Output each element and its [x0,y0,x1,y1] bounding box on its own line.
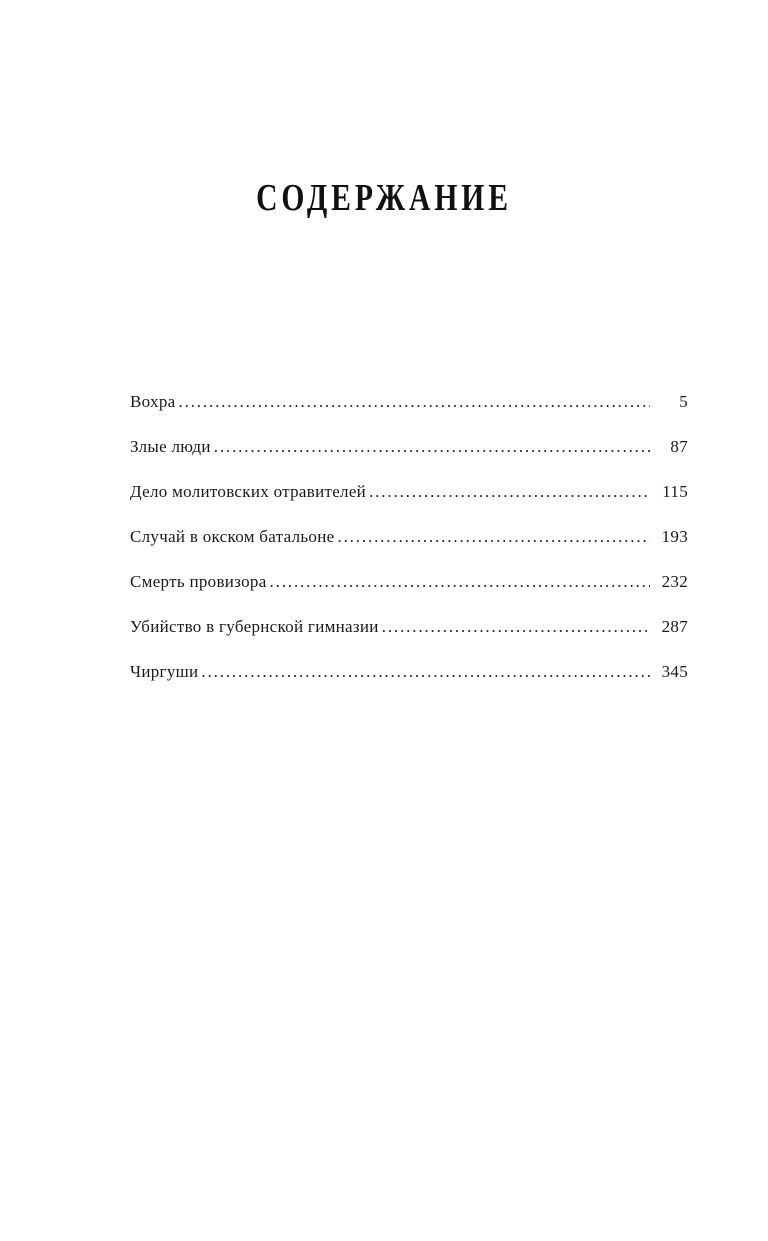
toc-entry-page: 87 [670,437,688,456]
toc-entry-page: 115 [662,482,688,501]
toc-entry[interactable] [130,613,688,658]
toc-entry[interactable] [130,658,688,703]
toc-entry-title: Дело молитовских отравителей [130,482,367,501]
toc-leader-dots [214,433,650,461]
toc-entry-title: Вохра [130,392,176,411]
toc-entry[interactable] [130,433,688,478]
toc-entry-page: 193 [661,527,688,546]
toc-entry[interactable] [130,478,688,523]
toc-entry[interactable] [130,568,688,613]
toc-entry-page: 5 [679,392,688,411]
table-of-contents [130,388,688,703]
toc-entry[interactable] [130,523,688,568]
toc-leader-dots [369,478,650,506]
toc-leader-dots [337,523,650,551]
toc-leader-dots [382,613,650,641]
toc-entry[interactable] [130,388,688,433]
toc-leader-dots [178,388,650,416]
toc-entry-title: Случай в окском батальоне [130,527,335,546]
toc-entry-title: Убийство в губернской гимназии [130,617,379,636]
toc-entry-page: 232 [661,572,688,591]
toc-entry-title: Чиргуши [130,662,199,681]
page-title: СОДЕРЖАНИЕ [256,177,512,220]
toc-entry-page: 345 [661,662,688,681]
toc-leader-dots [270,568,650,596]
toc-entry-title: Злые люди [130,437,211,456]
toc-leader-dots [201,658,650,686]
toc-entry-page: 287 [661,617,688,636]
toc-entry-title: Смерть провизора [130,572,267,591]
